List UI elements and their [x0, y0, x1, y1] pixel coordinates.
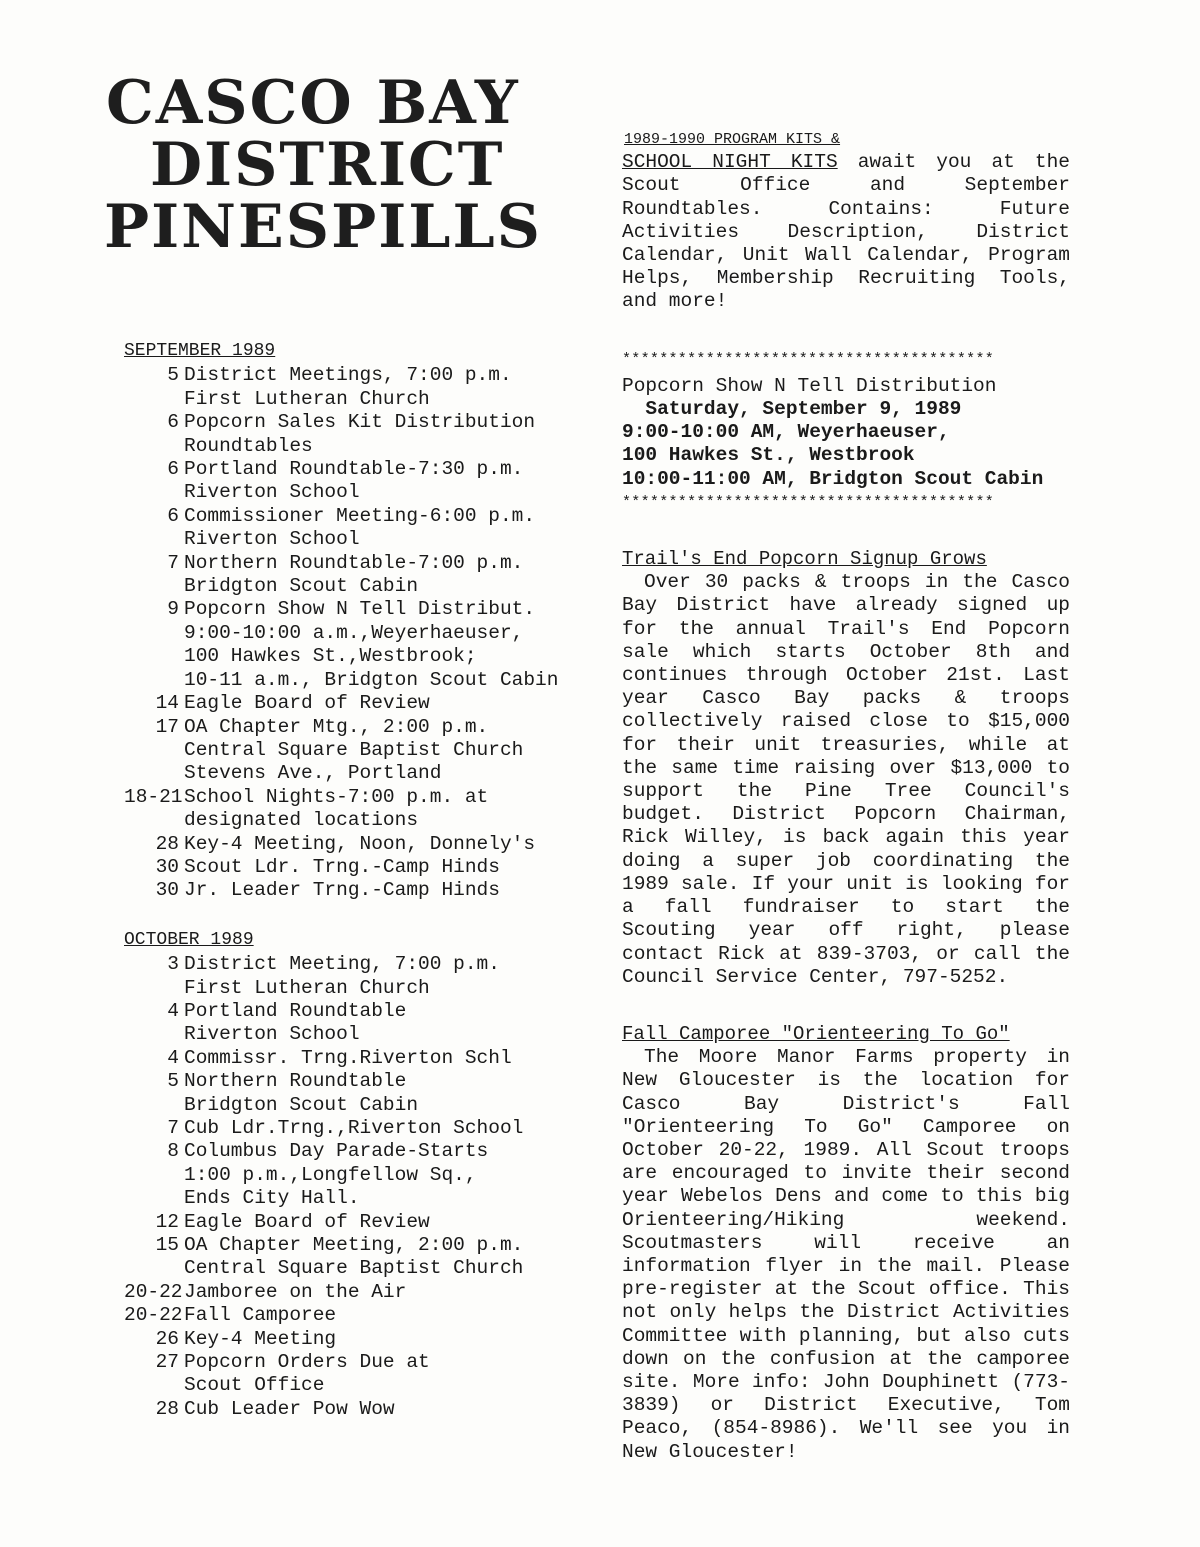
october-calendar-item: [124, 1234, 594, 1281]
september-calendar-item: [124, 364, 594, 411]
distribution-line: Popcorn Show N Tell Distribution: [622, 374, 997, 397]
distribution-line: Saturday, September 9, 1989: [622, 398, 962, 421]
calendar-event-line: Jr. Leader Trng.-Camp Hinds: [184, 879, 500, 902]
calendar-event-line: Cub Leader Pow Wow: [184, 1397, 395, 1420]
calendar-event: [184, 1070, 594, 1117]
september-heading: SEPTEMBER 1989: [124, 341, 276, 361]
september-calendar-item: [124, 458, 594, 505]
camporee-article: [622, 1023, 1070, 1464]
calendar-event-line: District Meeting, 7:00 p.m.: [184, 953, 500, 976]
calendar-event-line: 100 Hawkes St.,Westbrook;: [184, 645, 477, 668]
october-calendar-item: [124, 1140, 594, 1210]
calendar-event-line: OA Chapter Mtg., 2:00 p.m.: [184, 715, 489, 738]
calendar-event-line: Key-4 Meeting, Noon, Donnely's: [184, 832, 536, 855]
calendar-date: 30: [155, 879, 179, 902]
calendar-date: 7: [167, 1117, 179, 1139]
september-calendar-item: [124, 598, 594, 692]
calendar-date: 27: [155, 1351, 179, 1374]
calendar-event-line: Popcorn Orders Due at: [184, 1351, 430, 1374]
calendar-event: [184, 552, 594, 599]
calendar-event-line: Scout Office: [184, 1374, 325, 1397]
calendar-event-line: Jamboree on the Air: [184, 1280, 407, 1303]
calendar-event-line: Key-4 Meeting: [184, 1327, 337, 1350]
september-calendar-item: [124, 505, 594, 552]
calendar-event: [184, 953, 594, 1000]
september-calendar-item: [124, 716, 594, 786]
calendar-date: 15: [155, 1234, 179, 1257]
calendar-event-line: Commissioner Meeting-6:00 p.m.: [184, 504, 536, 527]
distribution-line: 100 Hawkes St., Westbrook: [622, 444, 915, 467]
distribution-notice: [622, 348, 1070, 514]
calendar-event-line: Eagle Board of Review: [184, 692, 430, 715]
calendar-event-line: Northern Roundtable: [184, 1070, 407, 1093]
calendar-event-line: 9:00-10:00 a.m.,Weyerhaeuser,: [184, 621, 524, 644]
calendar-event: [184, 1304, 594, 1327]
calendar-date: 20-22: [124, 1304, 183, 1327]
october-calendar-item: [124, 1117, 594, 1140]
articles-column: [622, 128, 1070, 1464]
program-kits-body: await you at the Scout Office and September Roundtables. Contains: Future Activities Description, District Calendar, Unit Wall Calendar, Program Helps, Membership Recruiting Tools, and more!: [622, 151, 1071, 313]
calendar-date: 6: [167, 458, 179, 481]
distribution-line: 9:00-10:00 AM, Weyerhaeuser,: [622, 421, 950, 444]
october-calendar-item: [124, 1398, 594, 1421]
camporee-article-body: The Moore Manor Farms property in New Gloucester is the location for Casco Bay District's Fall "Orienteering To Go" Camporee on October 20-22, 1989. All Scout troops are encouraged to invite their second year Webelos Dens and come to this big Orienteering/Hiking weekend. Scoutmasters will receive an information flyer in the mail. Please pre-register at the Scout office. This not only helps the District Activities Committee with planning, but also cuts down on the confusion at the camporee site. More info: John Douphinett (773-3839) or District Executive, Tom Peaco, (854-8986). We'll see you in New Gloucester!: [622, 1046, 1070, 1463]
stars-divider-bottom: ****************************************: [622, 493, 995, 511]
september-calendar-item: [124, 411, 594, 458]
popcorn-article-heading: Trail's End Popcorn Signup Grows: [622, 548, 987, 571]
calendar-date: 30: [155, 855, 179, 878]
october-calendar-list: [124, 953, 594, 1421]
september-calendar-item: [124, 552, 594, 599]
calendar-date: 5: [167, 364, 179, 387]
october-calendar-item: [124, 1304, 594, 1327]
october-calendar-item: [124, 1211, 594, 1234]
calendar-event: [184, 1000, 594, 1047]
calendar-date: 6: [167, 504, 179, 527]
calendar-event-line: 10-11 a.m., Bridgton Scout Cabin: [184, 668, 559, 691]
october-calendar-item: [124, 1328, 594, 1351]
calendar-event-line: Roundtables: [184, 434, 313, 457]
calendar-event-line: Riverton School: [184, 528, 360, 551]
calendar-event: [184, 598, 594, 692]
calendar-event-line: District Meetings, 7:00 p.m.: [184, 364, 512, 387]
program-kits-heading-line-1: 1989-1990 PROGRAM KITS &: [624, 131, 841, 148]
calendar-event-line: Riverton School: [184, 1023, 360, 1046]
calendar-event: [184, 458, 594, 505]
calendar-event: [184, 1398, 594, 1421]
masthead-line-2: DISTRICT: [150, 130, 505, 200]
calendar-event-line: Popcorn Show N Tell Distribut.: [184, 598, 536, 621]
calendar-event: [184, 1047, 594, 1070]
masthead-line-1: CASCO BAY: [106, 68, 520, 138]
camporee-article-heading: Fall Camporee "Orienteering To Go": [622, 1022, 1010, 1045]
calendar-event-line: Riverton School: [184, 481, 360, 504]
calendar-date: 4: [167, 1046, 179, 1069]
calendar-date: 12: [155, 1210, 179, 1233]
calendar-event: [184, 505, 594, 552]
calendar-event: [184, 1140, 594, 1210]
calendar-event: [184, 786, 594, 833]
popcorn-article-body: Over 30 packs & troops in the Casco Bay District have already signed up for the annual Trail's End Popcorn sale which starts October 8th and continues through October 21st. Last year Casco Bay packs & troops collectively raised close to $15,000 for their unit treasuries, while at the same time raising over $13,000 to support the Pine Tree Council's budget. District Popcorn Chairman, Rick Willey, is back again this year doing a super job coordinating the 1989 sale. If your unit is looking for a fall fundraiser to start the Scouting year off right, please contact Rick at 839-3703, or call the Council Service Center, 797-5252.: [622, 571, 1070, 988]
october-calendar-item: [124, 1281, 594, 1304]
september-calendar-item: [124, 833, 594, 856]
calendar-event-line: Ends City Hall.: [184, 1187, 360, 1210]
masthead-line-3: PINESPILLS: [104, 192, 542, 262]
calendar-event-line: Central Square Baptist Church: [184, 1257, 524, 1280]
calendar-event: [184, 1117, 594, 1140]
calendar-column: [124, 340, 594, 1421]
calendar-date: 17: [155, 715, 179, 738]
calendar-event-line: Columbus Day Parade-Starts: [184, 1140, 489, 1163]
distribution-lines: [622, 375, 1070, 491]
calendar-date: 18-21: [124, 785, 183, 808]
calendar-event: [184, 1351, 594, 1398]
september-calendar-item: [124, 692, 594, 715]
calendar-event-line: First Lutheran Church: [184, 387, 430, 410]
calendar-event-line: 1:00 p.m.,Longfellow Sq.,: [184, 1163, 477, 1186]
calendar-event-line: Central Square Baptist Church: [184, 738, 524, 761]
september-calendar-list: [124, 364, 594, 902]
calendar-event-line: Northern Roundtable-7:00 p.m.: [184, 551, 524, 574]
calendar-event-line: Portland Roundtable: [184, 999, 407, 1022]
october-calendar-item: [124, 1351, 594, 1398]
calendar-event: [184, 411, 594, 458]
calendar-event: [184, 856, 594, 879]
distribution-line: 10:00-11:00 AM, Bridgton Scout Cabin: [622, 467, 1044, 490]
calendar-date: 3: [167, 953, 179, 976]
calendar-event: [184, 879, 594, 902]
calendar-date: 26: [155, 1327, 179, 1350]
october-calendar-item: [124, 953, 594, 1000]
calendar-date: 5: [167, 1070, 179, 1093]
calendar-date: 6: [167, 411, 179, 434]
calendar-event-line: designated locations: [184, 809, 419, 832]
calendar-date: 20-22: [124, 1280, 183, 1303]
program-kits-heading-line-2: SCHOOL NIGHT KITS: [622, 151, 838, 174]
calendar-event: [184, 1211, 594, 1234]
calendar-date: 7: [167, 551, 179, 574]
september-calendar-item: [124, 879, 594, 902]
calendar-event: [184, 716, 594, 786]
calendar-event: [184, 1328, 594, 1351]
calendar-event-line: Popcorn Sales Kit Distribution: [184, 411, 536, 434]
calendar-event: [184, 1234, 594, 1281]
calendar-event: [184, 692, 594, 715]
calendar-event-line: Stevens Ave., Portland: [184, 762, 442, 785]
calendar-event: [184, 833, 594, 856]
october-calendar-item: [124, 1047, 594, 1070]
calendar-event-line: Bridgton Scout Cabin: [184, 1093, 419, 1116]
calendar-date: 8: [167, 1140, 179, 1163]
calendar-event-line: Commissr. Trng.Riverton Schl: [184, 1046, 512, 1069]
october-calendar-item: [124, 1000, 594, 1047]
popcorn-article: [622, 548, 1070, 989]
september-calendar-item: [124, 786, 594, 833]
september-calendar-item: [124, 856, 594, 879]
calendar-event-line: Cub Ldr.Trng.,Riverton School: [184, 1117, 524, 1139]
newsletter-masthead: [100, 68, 600, 262]
calendar-date: 4: [167, 999, 179, 1022]
calendar-event-line: Bridgton Scout Cabin: [184, 575, 419, 598]
calendar-event-line: Portland Roundtable-7:30 p.m.: [184, 458, 524, 481]
october-calendar-item: [124, 1070, 594, 1117]
calendar-event-line: Scout Ldr. Trng.-Camp Hinds: [184, 855, 500, 878]
calendar-date: 14: [155, 692, 179, 715]
calendar-event: [184, 364, 594, 411]
calendar-event-line: Eagle Board of Review: [184, 1210, 430, 1233]
calendar-date: 9: [167, 598, 179, 621]
program-kits-paragraph: [622, 151, 1070, 313]
calendar-event-line: Fall Camporee: [184, 1304, 337, 1327]
calendar-event-line: School Nights-7:00 p.m. at: [184, 785, 489, 808]
calendar-event: [184, 1281, 594, 1304]
calendar-event-line: OA Chapter Meeting, 2:00 p.m.: [184, 1234, 524, 1257]
stars-divider-top: ****************************************: [622, 350, 995, 368]
calendar-date: 28: [155, 1397, 179, 1420]
calendar-event-line: First Lutheran Church: [184, 976, 430, 999]
calendar-date: 28: [155, 832, 179, 855]
october-heading: OCTOBER 1989: [124, 929, 254, 950]
